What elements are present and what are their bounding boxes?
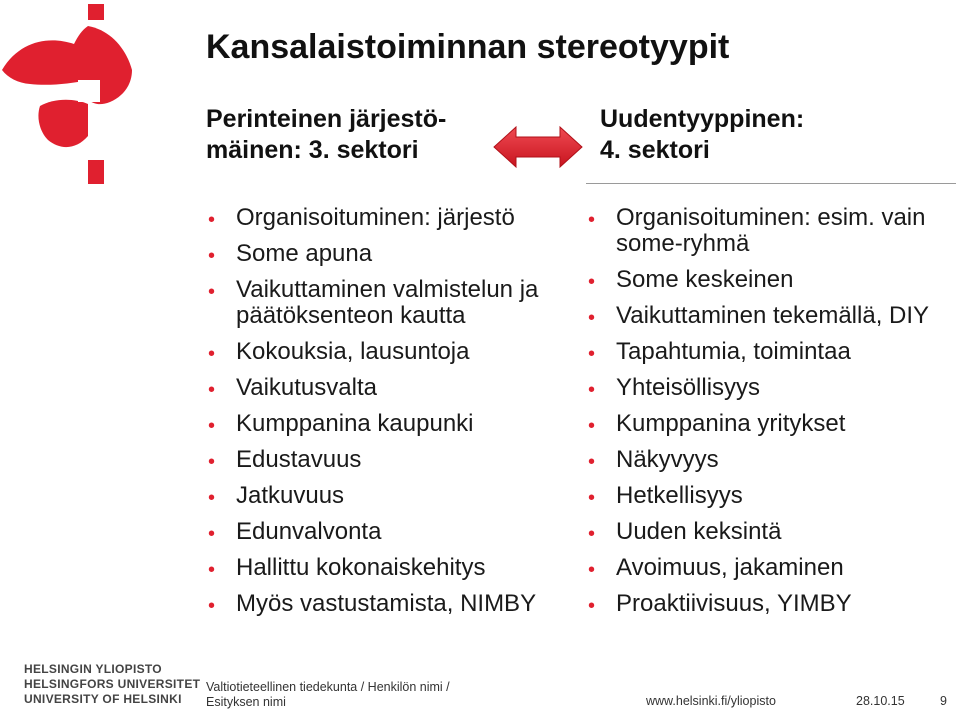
left-heading-line2: mäinen: 3. sektori (206, 136, 419, 164)
list-item-text: Edunvalvonta (236, 518, 382, 545)
university-wordmark (24, 662, 200, 707)
list-item-text: Organisoituminen: järjestö (236, 204, 515, 231)
list-item (206, 483, 586, 509)
list-item-text: Näkyvyys (616, 446, 719, 473)
list-item-text: Myös vastustamista, NIMBY (236, 590, 537, 617)
list-item (586, 267, 958, 293)
bullet-icon: • (208, 281, 216, 303)
list-item-text: Vaikuttaminen valmistelun ja päätöksenteon kautta (236, 276, 539, 329)
bullet-icon: • (208, 523, 216, 545)
bullet-icon: • (588, 343, 596, 365)
footer-path-line2: Esityksen nimi (206, 695, 286, 709)
slide-title: Kansalaistoiminnan stereotyypit (206, 28, 730, 66)
bullet-icon: • (588, 523, 596, 545)
double-arrow-icon (492, 124, 584, 170)
list-item-text: Kumppanina kaupunki (236, 410, 474, 437)
list-item-text: Uuden keksintä (616, 518, 782, 545)
list-item-text: Tapahtumia, toimintaa (616, 338, 851, 365)
bullet-icon: • (588, 209, 596, 231)
list-item-text: Vaikutusvalta (236, 374, 377, 401)
list-item (586, 375, 958, 401)
header-divider (586, 183, 956, 184)
bullet-icon: • (588, 595, 596, 617)
helsinki-flame-logo-icon (0, 0, 140, 190)
bullet-icon: • (588, 559, 596, 581)
bullet-icon: • (208, 245, 216, 267)
bullet-icon: • (588, 415, 596, 437)
list-item-text: Hallittu kokonaiskehitys (236, 554, 486, 581)
list-item (586, 555, 958, 581)
bullet-icon: • (208, 595, 216, 617)
university-name-en: UNIVERSITY OF HELSINKI (24, 692, 182, 706)
list-item-text: Some keskeinen (616, 266, 794, 293)
left-bullet-list (206, 205, 586, 627)
university-name-fi: HELSINGIN YLIOPISTO (24, 662, 162, 676)
list-item (206, 447, 586, 473)
right-heading-line1: Uudentyyppinen: (600, 105, 805, 133)
list-item (586, 303, 958, 329)
list-item (206, 205, 586, 231)
university-name-sv: HELSINGFORS UNIVERSITET (24, 677, 201, 691)
bullet-icon: • (208, 559, 216, 581)
list-item-text: Hetkellisyys (616, 482, 743, 509)
bullet-icon: • (208, 451, 216, 473)
list-item (206, 375, 586, 401)
right-bullet-list (586, 205, 958, 627)
list-item (586, 205, 958, 257)
bullet-icon: • (208, 487, 216, 509)
bullet-icon: • (588, 451, 596, 473)
page-number: 9 (940, 694, 947, 708)
list-item (206, 277, 586, 329)
bullet-icon: • (588, 487, 596, 509)
footer-path-line1: Valtiotieteellinen tiedekunta / Henkilön nimi / (206, 680, 450, 694)
list-item (206, 339, 586, 365)
bullet-icon: • (588, 307, 596, 329)
list-item (206, 519, 586, 545)
list-item-text: Vaikuttaminen tekemällä, DIY (616, 302, 930, 329)
list-item (206, 555, 586, 581)
list-item-text: Kokouksia, lausuntoja (236, 338, 470, 365)
right-column-heading (600, 104, 900, 166)
list-item-text: Kumppanina yritykset (616, 410, 846, 437)
bullet-icon: • (208, 379, 216, 401)
list-item-text: Yhteisöllisyys (616, 374, 761, 401)
list-item (586, 447, 958, 473)
footer-date: 28.10.15 (856, 694, 905, 708)
list-item (586, 483, 958, 509)
list-item-text: Proaktiivisuus, YIMBY (616, 590, 852, 617)
left-column-heading (206, 104, 506, 166)
list-item (586, 339, 958, 365)
list-item (586, 519, 958, 545)
list-item (586, 411, 958, 437)
footer-url: www.helsinki.fi/yliopisto (646, 694, 776, 708)
right-heading-line2: 4. sektori (600, 136, 710, 164)
bullet-icon: • (588, 271, 596, 293)
left-heading-line1: Perinteinen järjestö- (206, 105, 447, 133)
list-item (206, 591, 586, 617)
list-item-text: Some apuna (236, 240, 373, 267)
bullet-icon: • (588, 379, 596, 401)
footer-path (206, 680, 450, 710)
list-item (206, 241, 586, 267)
bullet-icon: • (208, 343, 216, 365)
list-item (586, 591, 958, 617)
list-item-text: Edustavuus (236, 446, 362, 473)
list-item-text: Organisoituminen: esim. vain some-ryhmä (616, 204, 926, 257)
bullet-icon: • (208, 209, 216, 231)
list-item-text: Avoimuus, jakaminen (616, 554, 844, 581)
list-item (206, 411, 586, 437)
bullet-icon: • (208, 415, 216, 437)
list-item-text: Jatkuvuus (236, 482, 345, 509)
